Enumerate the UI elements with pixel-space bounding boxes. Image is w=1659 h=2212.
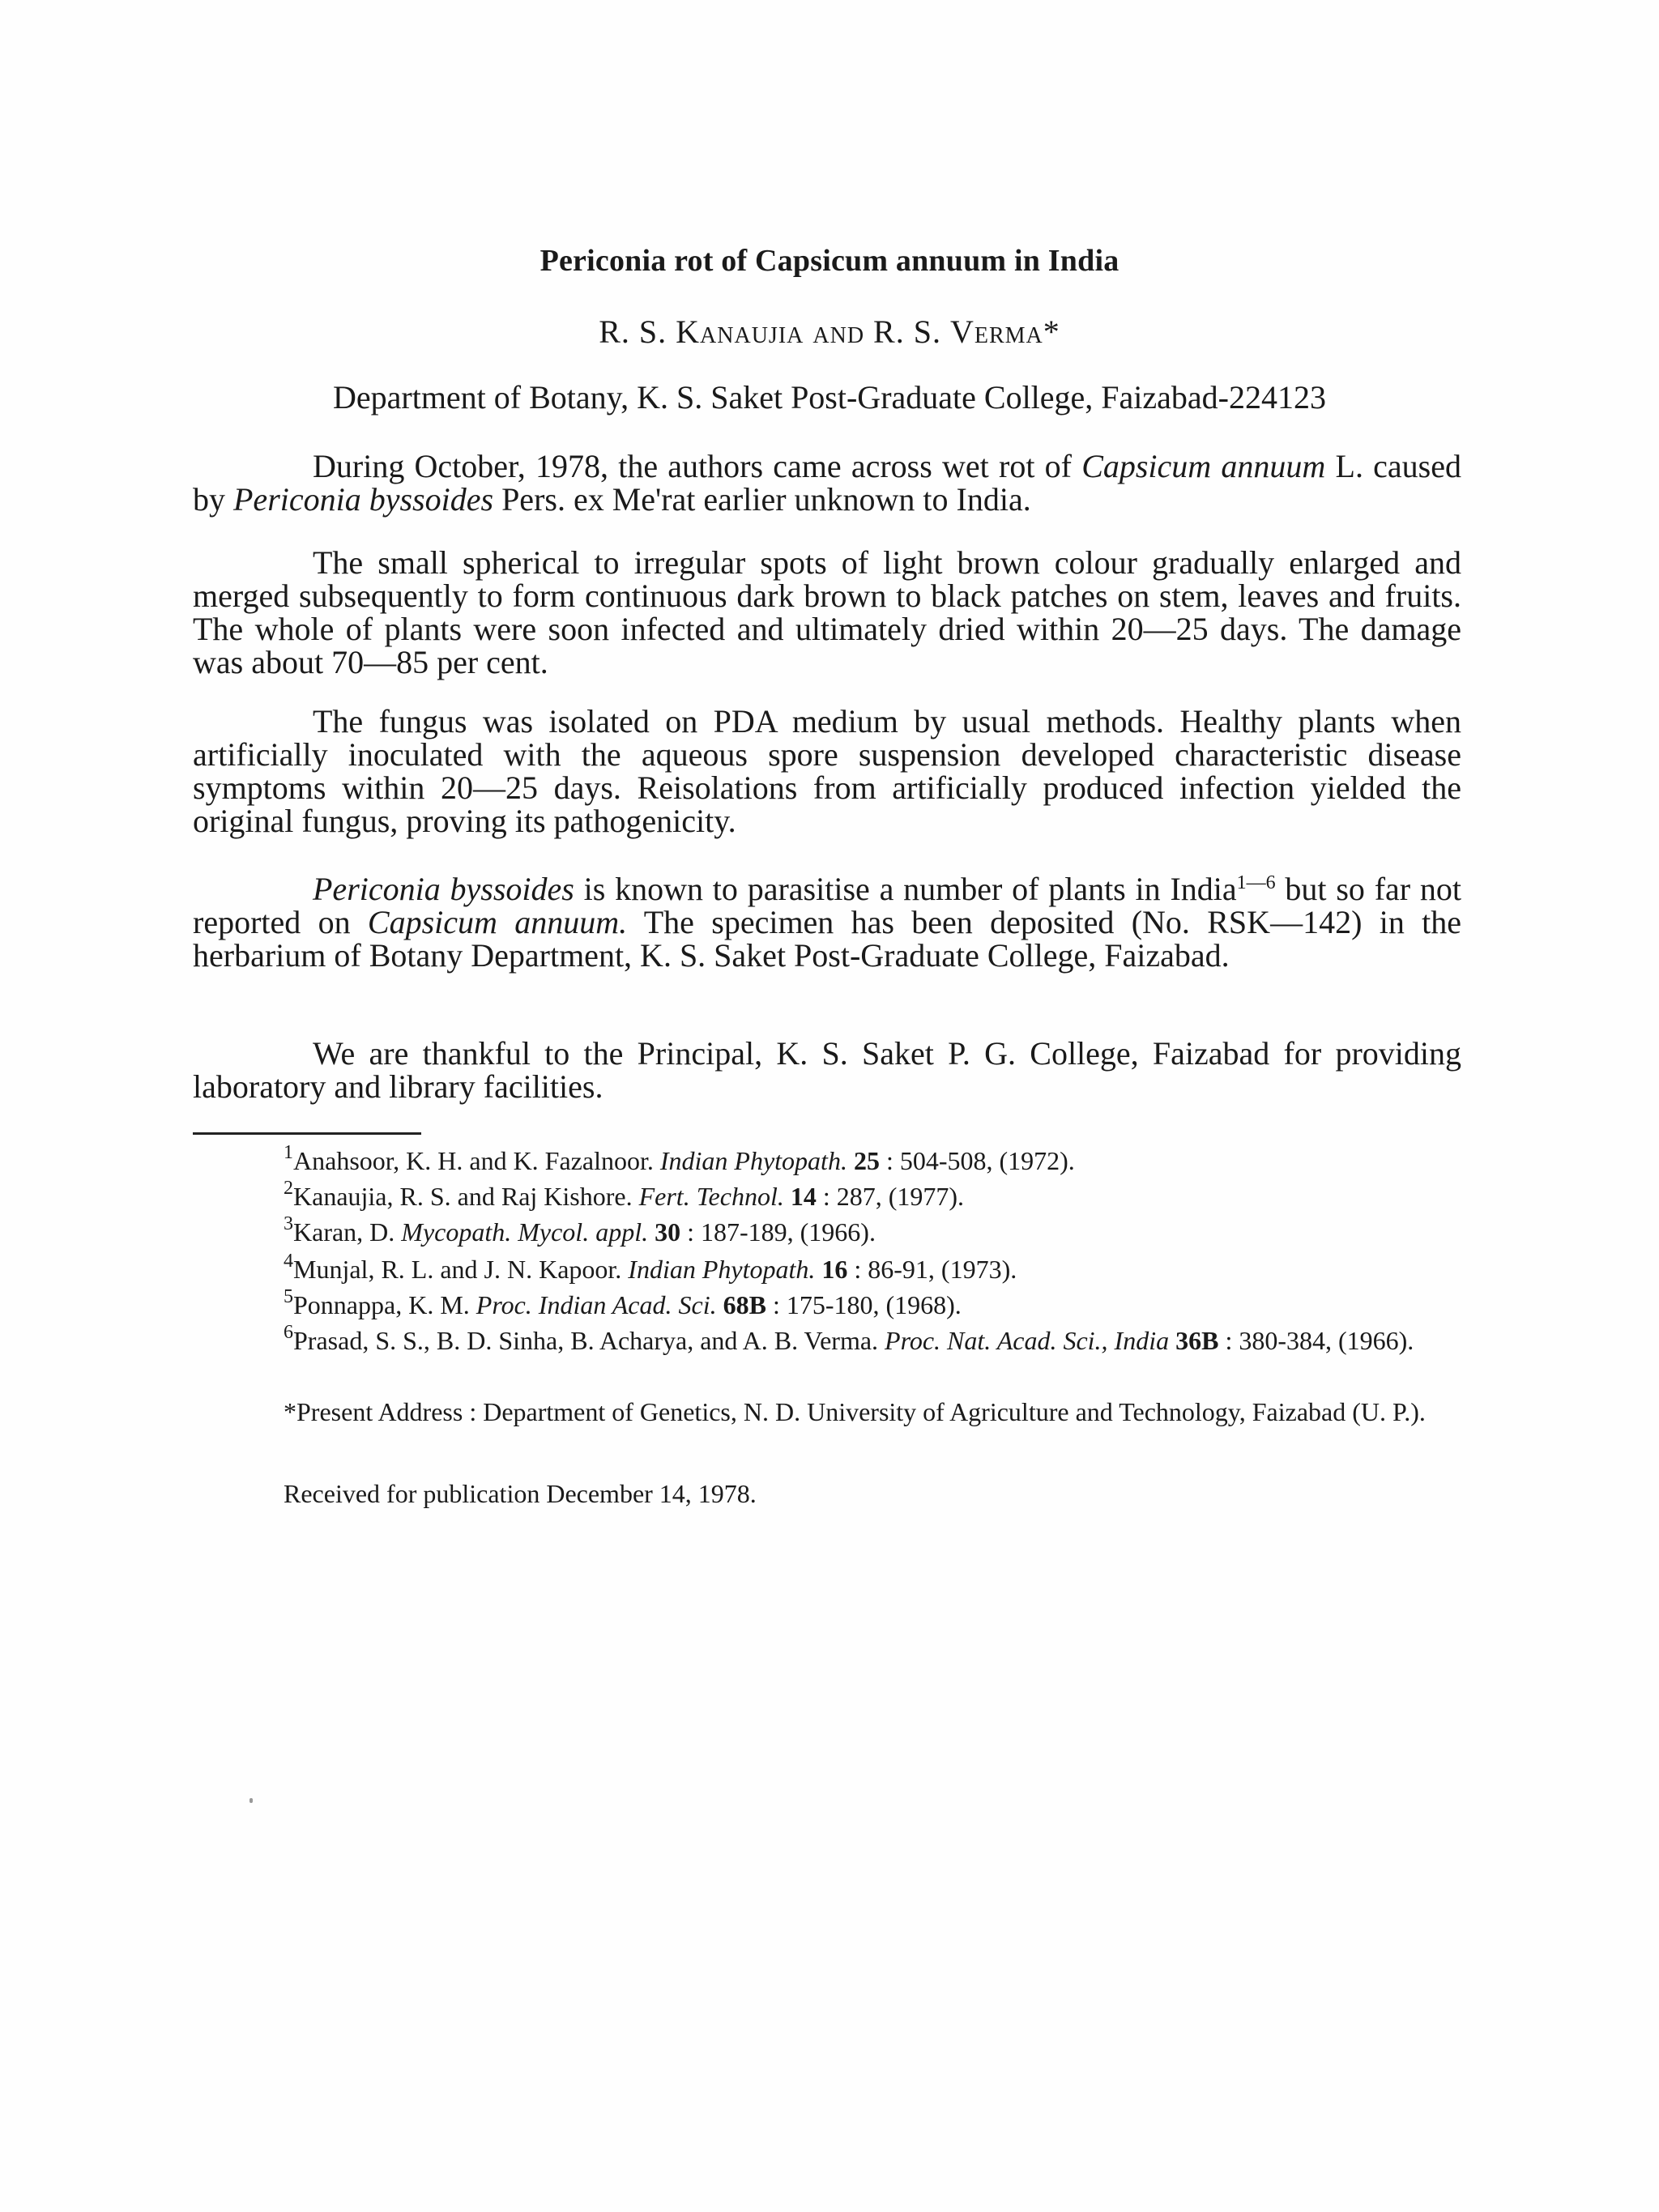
reference-journal: Fert. Technol. xyxy=(638,1182,784,1211)
reference-volume: 14 xyxy=(783,1182,817,1211)
p4-text-3: The specimen has been deposited (No. RSK—142) in the herbarium of Botany Department, K. S. Saket Post-Graduate College, Faizabad. xyxy=(193,904,1462,974)
present-address-mark: * xyxy=(284,1397,296,1426)
paragraph-3: The fungus was isolated on PDA medium by usual methods. Healthy plants when artificially inoculated with the aqueous spore suspension developed characteristic disease symptoms within 20—25 days. Reisolations from artificially produced infection yielded the original fungus, proving its pathogenicity. xyxy=(193,703,1461,839)
p4-text-2: but so far not reported on xyxy=(193,871,1462,940)
reference-pages: : 287, (1977). xyxy=(816,1182,965,1211)
reference-number: 1 xyxy=(284,1142,293,1163)
reference-volume: 68B xyxy=(716,1290,766,1319)
reference-number: 5 xyxy=(284,1286,293,1307)
author-1-initials: R. S. xyxy=(599,313,667,350)
reference-authors: Munjal, R. L. and J. N. Kapoor. xyxy=(293,1255,629,1284)
reference-authors: Prasad, S. S., B. D. Sinha, B. Acharya, and A. B. Verma. xyxy=(293,1326,885,1355)
reference-authors: Kanaujia, R. S. and Raj Kishore. xyxy=(293,1182,639,1211)
reference-journal: Proc. Nat. Acad. Sci., India xyxy=(885,1326,1170,1355)
reference-item xyxy=(203,1322,1458,1355)
p1-species: Capsicum annuum xyxy=(1081,448,1326,484)
p4-citation-sup: 1—6 xyxy=(1236,872,1276,893)
reference-pages: : 380-384, (1966). xyxy=(1218,1326,1414,1355)
author-2-name: Verma xyxy=(949,313,1043,350)
p4-text-1: is known to parasitise a number of plants in India xyxy=(574,871,1237,907)
reference-item xyxy=(203,1142,1458,1175)
present-address-note xyxy=(203,1397,1458,1426)
reference-authors: Ponnappa, K. M. xyxy=(293,1290,476,1319)
present-address-text: Present Address : Department of Genetics, N. D. University of Agriculture and Technology, Faizabad (U. P.). xyxy=(296,1397,1426,1426)
paragraph-1 xyxy=(193,450,1461,516)
author-line xyxy=(0,313,1659,351)
reference-authors: Karan, D. xyxy=(293,1217,402,1247)
p1-text-3: Pers. ex Me'rat earlier unknown to India. xyxy=(493,481,1031,518)
reference-authors: Anahsoor, K. H. and K. Fazalnoor. xyxy=(293,1146,660,1175)
p1-pathogen: Periconia byssoides xyxy=(233,481,494,518)
reference-journal: Proc. Indian Acad. Sci. xyxy=(476,1290,717,1319)
footnote-rule xyxy=(193,1132,421,1135)
paper-speck xyxy=(249,1798,253,1803)
reference-journal: Indian Phytopath. xyxy=(628,1255,816,1284)
author-2-initials: R. S. xyxy=(873,313,941,350)
reference-number: 4 xyxy=(284,1251,293,1272)
reference-item xyxy=(203,1213,1458,1247)
author-2-footnote-mark: * xyxy=(1043,313,1060,350)
paragraph-2: The small spherical to irregular spots of light brown colour gradually enlarged and merged subsequently to form continuous dark brown to black patches on stem, leaves and fruits. The whole of plants were soon infected and ultimately dried within 20—25 days. The damage was about 70—85 per cent. xyxy=(193,544,1461,680)
received-date: Received for publication December 14, 1978. xyxy=(284,1479,757,1508)
reference-pages: : 504-508, (1972). xyxy=(879,1146,1075,1175)
reference-pages: : 86-91, (1973). xyxy=(847,1255,1017,1284)
p1-text-1: During October, 1978, the authors came across wet rot of xyxy=(313,448,1082,484)
author-1-name: Kanaujia xyxy=(676,313,804,350)
paragraph-4 xyxy=(193,872,1461,972)
reference-volume: 16 xyxy=(815,1255,848,1284)
reference-number: 6 xyxy=(284,1322,293,1343)
paragraph-acknowledgement: We are thankful to the Principal, K. S. Saket P. G. College, Faizabad for providing laboratory and library facilities. xyxy=(193,1035,1461,1105)
reference-item xyxy=(203,1251,1458,1284)
reference-item xyxy=(203,1178,1458,1211)
reference-number: 3 xyxy=(284,1213,293,1234)
reference-journal: Mycopath. Mycol. appl. xyxy=(401,1217,649,1247)
paper-title: Periconia rot of Capsicum annuum in India xyxy=(539,244,1120,278)
reference-pages: : 175-180, (1968). xyxy=(766,1290,962,1319)
p4-species: Capsicum annuum. xyxy=(367,904,628,940)
author-conjunction: and xyxy=(812,313,865,350)
reference-volume: 25 xyxy=(847,1146,880,1175)
affiliation: Department of Botany, K. S. Saket Post-Graduate College, Faizabad-224123 xyxy=(332,379,1326,416)
p4-pathogen: Periconia byssoides xyxy=(313,871,574,907)
reference-volume: 36B xyxy=(1169,1326,1219,1355)
reference-pages: : 187-189, (1966). xyxy=(680,1217,876,1247)
p1-text-2: L. caused by xyxy=(193,448,1461,518)
reference-item xyxy=(203,1286,1458,1319)
reference-number: 2 xyxy=(284,1178,293,1199)
reference-volume: 30 xyxy=(648,1217,681,1247)
reference-journal: Indian Phytopath. xyxy=(659,1146,847,1175)
